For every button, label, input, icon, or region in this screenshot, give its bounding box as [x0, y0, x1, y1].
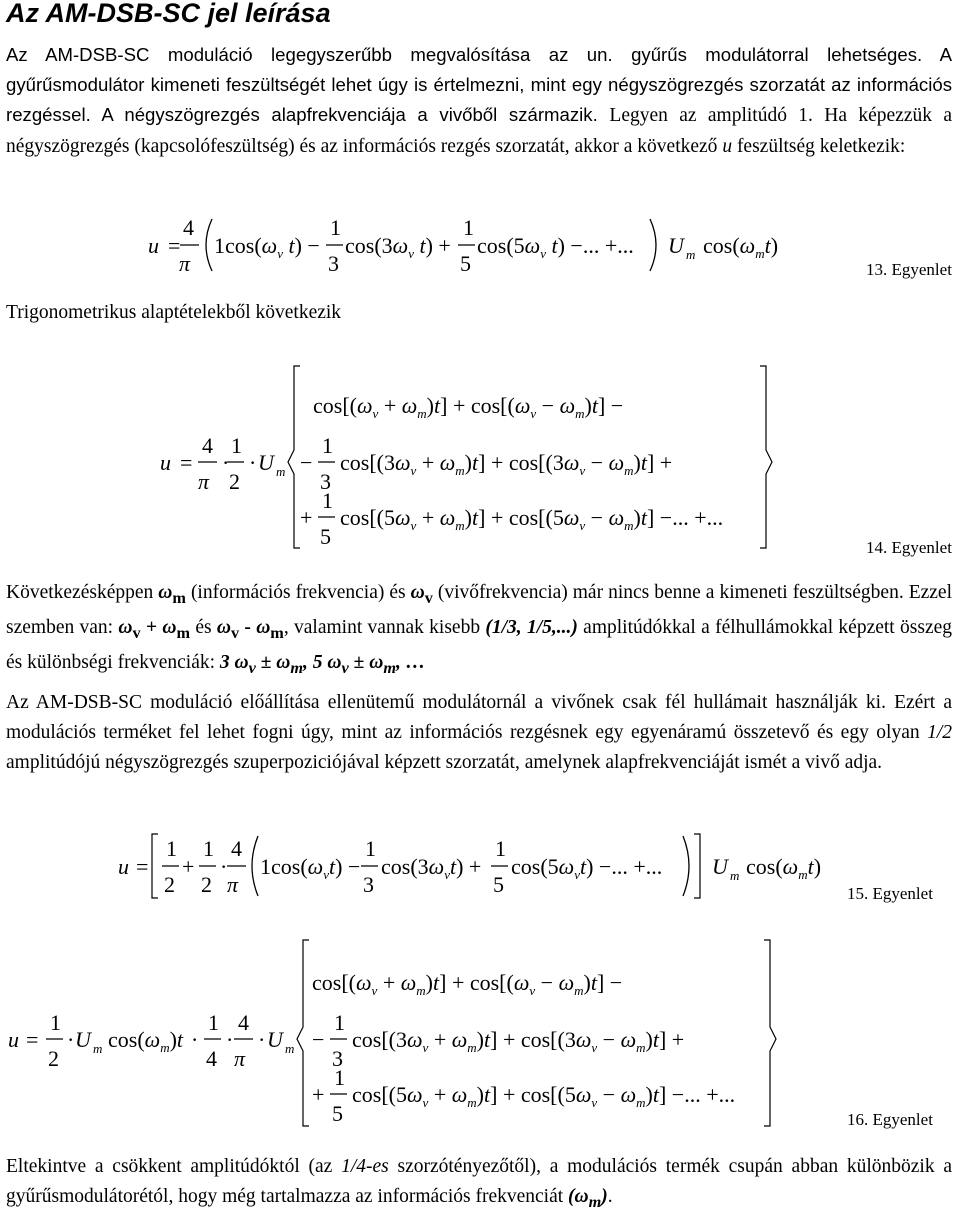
- svg-text:U: U: [258, 450, 274, 475]
- svg-text:5: 5: [493, 872, 504, 897]
- svg-text:·: ·: [222, 450, 230, 475]
- svg-text:u: u: [160, 450, 171, 475]
- svg-text:cos(5ωvt) −... +...: $\cos(5\omega_vt)$ −... +...: [511, 854, 663, 882]
- svg-text:m: m: [93, 1041, 103, 1056]
- svg-text:+: +: [300, 505, 313, 530]
- svg-text:3: 3: [320, 469, 331, 494]
- equation-13-label: 13. Egyenlet: [866, 260, 952, 279]
- svg-text:U: U: [267, 1027, 283, 1052]
- svg-text:u: u: [8, 1027, 19, 1052]
- svg-text:m: m: [686, 247, 696, 262]
- svg-text:=: =: [180, 450, 193, 475]
- svg-text:1: 1: [322, 488, 333, 513]
- intro-sentence-1: Az AM-DSB-SC moduláció legegyszerűbb megvalósítása az un. gyűrűs modulátorral lehetséges. A gyűrűsmodulátor kimeneti feszültségét lehet úgy is értelmezni, mint egy négyszögrezgés szorzatát az információs rezgéssel. A négyszögrezgés alapfrekvenciája a vivőből származik.: [6, 44, 952, 125]
- svg-text:=: =: [26, 1027, 39, 1052]
- svg-text:4: 4: [202, 433, 213, 458]
- svg-text:3: 3: [363, 872, 374, 897]
- svg-text:1: 1: [365, 836, 376, 861]
- svg-text:U: U: [712, 854, 728, 879]
- svg-text:π: π: [227, 872, 239, 897]
- svg-text:+: +: [312, 1082, 325, 1107]
- svg-text:1: 1: [334, 1065, 345, 1090]
- svg-text:1: 1: [203, 836, 214, 861]
- svg-text:cos(5ωv t) −... +...: $\cos(5\omega_v$ t) −... +...: [477, 233, 634, 261]
- svg-text:1: 1: [330, 215, 341, 240]
- equation-16-label: 16. Egyenlet: [847, 1110, 933, 1129]
- svg-text:=: =: [168, 233, 181, 258]
- svg-text:1: 1: [495, 836, 506, 861]
- trig-text: Trigonometrikus alaptételekből következik: [6, 302, 342, 323]
- svg-text:1cos(ωvt) −: $1\cos(\omega_vt)$ −: [260, 854, 361, 882]
- svg-text:cos[(5ωv + ωm)t] + cos[(5ωv −: $\cos[(5\omega_v + \omega_m)t] + \cos[(5\omega_v - \omega_m)t]$ −... +...: [352, 1082, 736, 1110]
- svg-text:4: 4: [238, 1010, 249, 1035]
- svg-text:·: ·: [67, 1027, 75, 1052]
- equation-15-label: 15. Egyenlet: [847, 884, 933, 903]
- svg-text:m: m: [276, 464, 286, 479]
- svg-text:U: U: [668, 233, 684, 258]
- svg-text:3: 3: [328, 251, 339, 276]
- svg-text:3: 3: [332, 1046, 343, 1071]
- consequence-paragraph: Következésképpen $\omega_m$ (információs frekvencia) és $\omega_v$ (vivőfrekvencia) már nincs benne a kimeneti feszültségben. Ezzel szemben van: $\omega_v + \omega_m$ és $\omega_v - \omega_m$, valamint vannak kisebb (1/3, 1/5,...) amplitúdókkal a félhullámokkal képzett összeg és különbségi frekvenciák: 3 $\omega_v \pm \omega_m$, 5 $\omega_v \pm \omega_m$, …: [6, 582, 953, 678]
- intro-sentence-3: feszültség keletkezik:: [732, 136, 906, 157]
- svg-text:π: π: [234, 1046, 246, 1071]
- svg-text:cos[(ωv + ωm)t] + cos[(ωv − ωm: $\cos[(\omega_v + \omega_m)t] + \cos[(\omega_v - \omega_m)t]$ −: [312, 970, 623, 998]
- svg-text:·: ·: [191, 1027, 199, 1052]
- svg-text:cos[(3ωv + ωm)t] + cos[(3ωv −: $\cos[(3\omega_v + \omega_m)t] + \cos[(3\omega_v - \omega_m)t]$ +: [340, 450, 673, 478]
- svg-text:u: u: [118, 854, 129, 879]
- svg-text:4: 4: [206, 1046, 217, 1071]
- svg-text:U: U: [75, 1027, 91, 1052]
- svg-text:π: π: [179, 251, 191, 276]
- svg-text:cos(3ωv t) +: $\cos(3\omega_v$ t) +: [345, 233, 451, 261]
- svg-text:1: 1: [208, 1010, 219, 1035]
- svg-text:5: 5: [320, 524, 331, 549]
- equation-16: [0, 930, 960, 1135]
- svg-text:4: 4: [231, 836, 242, 861]
- intro-paragraph: [6, 40, 952, 162]
- svg-text:+: +: [182, 854, 195, 879]
- svg-text:·: ·: [226, 1027, 234, 1052]
- svg-text:cos(ωmt): $\cos(\omega_mt)$: [746, 854, 822, 882]
- svg-text:2: 2: [48, 1046, 59, 1071]
- svg-text:1: 1: [50, 1010, 61, 1035]
- equation-14-label: 14. Egyenlet: [866, 538, 952, 557]
- svg-text:1: 1: [166, 836, 177, 861]
- equation-14: [0, 358, 960, 558]
- svg-text:1: 1: [231, 433, 242, 458]
- page-title: Az AM-DSB-SC jel leírása: [6, 0, 331, 28]
- svg-text:π: π: [198, 469, 210, 494]
- equation-15: [0, 826, 960, 906]
- svg-text:cos[(ωv + ωm)t] + cos[(ωv − ωm: $\cos[(\omega_v + \omega_m)t] + \cos[(\omega_v - \omega_m)t]$ −: [313, 393, 624, 421]
- svg-text:cos(ωm)t: $\cos(\omega_m)t$: [108, 1027, 184, 1055]
- svg-text:m: m: [730, 868, 740, 883]
- svg-text:5: 5: [332, 1101, 343, 1126]
- conclusion-paragraph: Eltekintve a csökkent amplitúdóktól (az 1/4-es szorzótényezőtől), a modulációs termék csupán abban különbözik a gyűrűsmodulátorétól, hogy még tartalmazza az információs frekvenciát $(\omega_m)$.: [6, 1156, 952, 1212]
- svg-text:4: 4: [183, 215, 194, 240]
- svg-text:1: 1: [334, 1010, 345, 1035]
- svg-text:2: 2: [164, 872, 175, 897]
- svg-text:2: 2: [229, 469, 240, 494]
- svg-text:−: −: [312, 1027, 325, 1052]
- svg-text:cos[(3ωv + ωm)t] + cos[(3ωv −: $\cos[(3\omega_v + \omega_m)t] + \cos[(3\omega_v - \omega_m)t]$ +: [352, 1027, 685, 1055]
- svg-text:cos(3ωvt) +: $\cos(3\omega_vt)$ +: [381, 854, 482, 882]
- intro-sentence-2: Legyen az amplitúdó 1. Ha képezzük a négyszögrezgés (kapcsolófeszültség) és az információs rezgés szorzatát, akkor a következő: [6, 105, 952, 157]
- svg-text:2: 2: [201, 872, 212, 897]
- svg-text:=: =: [136, 854, 149, 879]
- svg-text:1: 1: [322, 433, 333, 458]
- svg-text:·: ·: [220, 854, 228, 879]
- svg-text:cos(ωmt): $\cos(\omega_mt)$: [703, 233, 779, 261]
- svg-text:·: ·: [258, 1027, 266, 1052]
- svg-text:5: 5: [460, 251, 471, 276]
- svg-text:1cos(ωv t) −: $1\cos(\omega_v$ t) −: [214, 233, 320, 261]
- svg-text:u: u: [148, 233, 159, 258]
- modulation-paragraph: Az AM-DSB-SC moduláció előállítása ellenütemű modulátornál a vivőnek csak fél hullámait használják ki. Ezért a modulációs terméket fel lehet fogni úgy, mint az információs rezgésnek egy egyenáramú összetevő és egy olyan 1/2 amplitúdójú négyszögrezgés szuperpoziciójával képzett szorzatát, amelynek alapfrekvenciáját ismét a vivő adja.: [6, 692, 952, 774]
- svg-text:·: ·: [249, 450, 257, 475]
- equation-13: [0, 205, 960, 285]
- svg-text:m: m: [285, 1041, 295, 1056]
- svg-text:cos[(5ωv + ωm)t] + cos[(5ωv −: $\cos[(5\omega_v + \omega_m)t] + \cos[(5\omega_v - \omega_m)t]$ −... +...: [340, 505, 724, 533]
- svg-text:−: −: [300, 450, 313, 475]
- svg-text:1: 1: [463, 215, 474, 240]
- voltage-symbol: u: [722, 136, 733, 157]
